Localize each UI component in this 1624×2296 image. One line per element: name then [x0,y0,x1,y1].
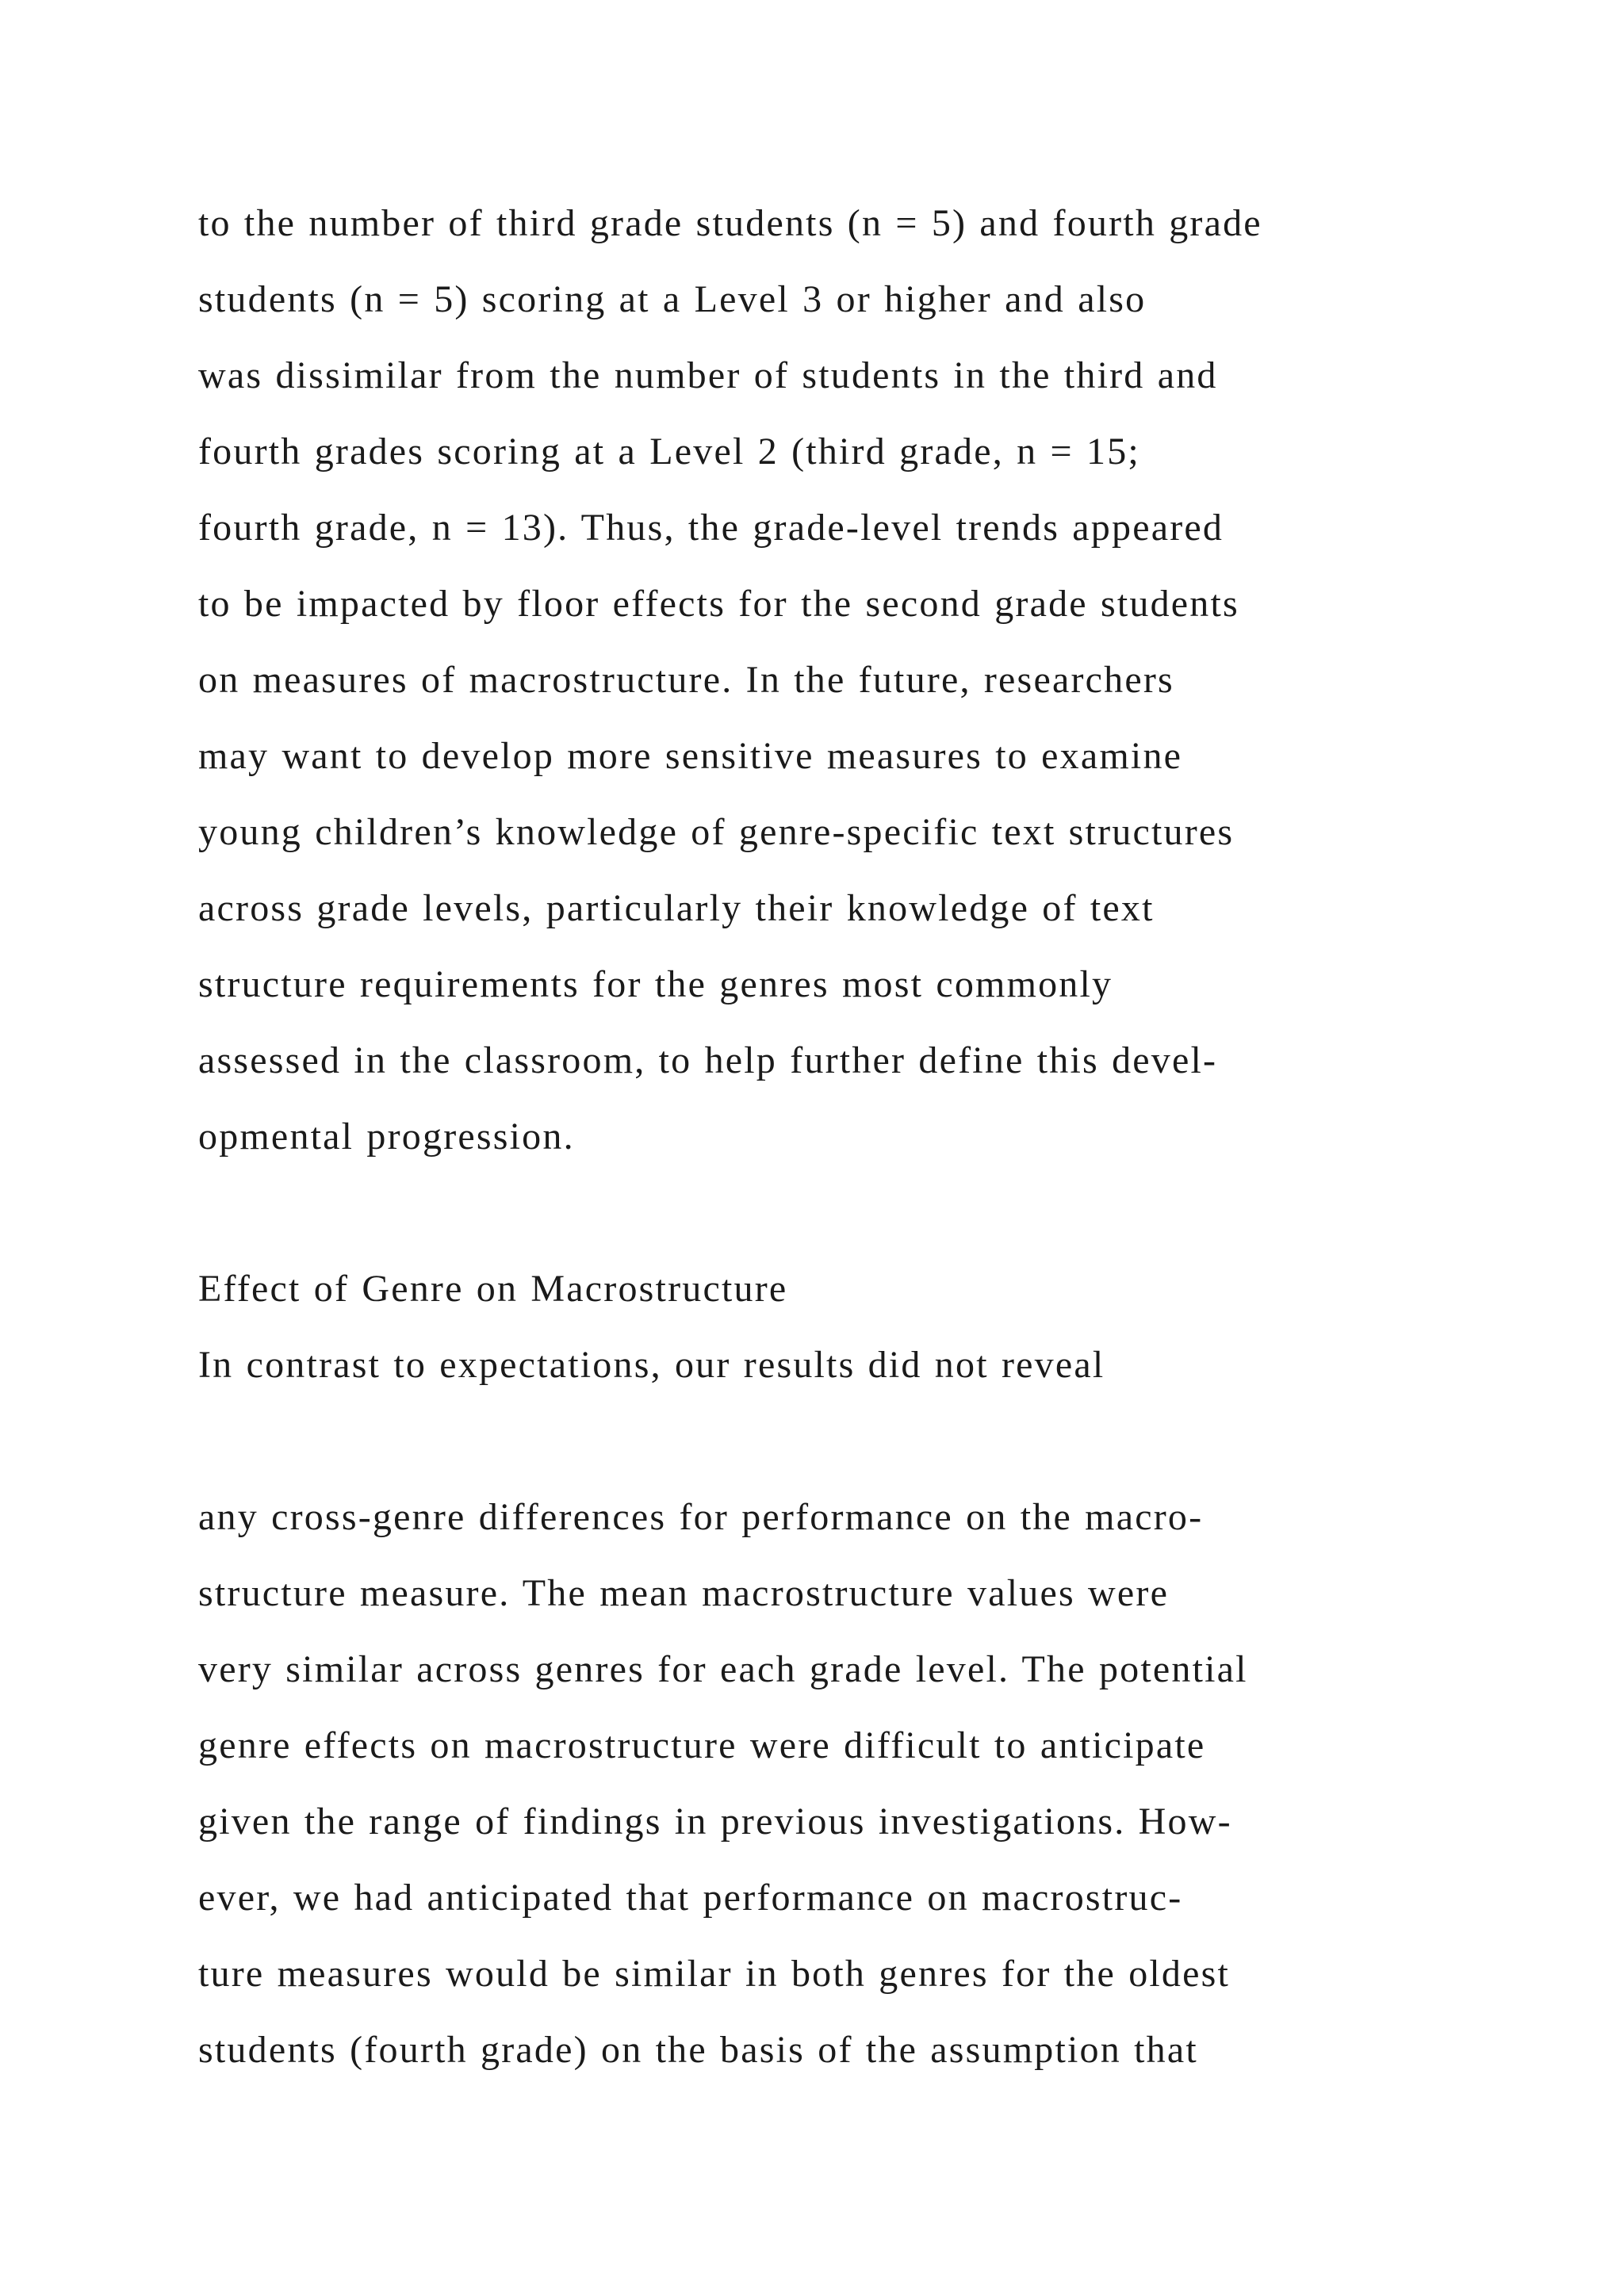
section [198,1251,1467,1403]
text-line: students (fourth grade) on the basis of the assumption that [198,2029,1198,2071]
text-line: very similar across genres for each grade level. The potential [198,1648,1248,1690]
text-line: fourth grades scoring at a Level 2 (third grade, n = 15; [198,430,1140,473]
text-line: students (n = 5) scoring at a Level 3 or higher and also [198,278,1147,320]
text-line: given the range of findings in previous investigations. How- [198,1800,1232,1843]
text-line: assessed in the classroom, to help further define this devel- [198,1039,1218,1081]
text-line: to the number of third grade students (n = 5) and fourth grade [198,202,1262,244]
text-line: ture measures would be similar in both genres for the oldest [198,1953,1231,1995]
text-line: on measures of macrostructure. In the future, researchers [198,659,1174,701]
text-line: may want to develop more sensitive measures to examine [198,735,1183,777]
section-heading: Effect of Genre on Macrostructure [198,1268,788,1310]
text-line: across grade levels, particularly their knowledge of text [198,887,1155,929]
paragraph-continued [198,186,1467,1175]
text-line: genre effects on macrostructure were difficult to anticipate [198,1724,1206,1766]
text-line: opmental progression. [198,1115,575,1158]
text-line: ever, we had anticipated that performance on macrostruc- [198,1877,1183,1919]
text-line: to be impacted by floor effects for the second grade students [198,583,1239,625]
text-line: structure requirements for the genres most commonly [198,963,1113,1005]
text-line: any cross-genre differences for performance on the macro- [198,1496,1204,1538]
text-line: was dissimilar from the number of students in the third and [198,354,1218,396]
text-line: In contrast to expectations, our results did not reveal [198,1344,1105,1386]
text-line: structure measure. The mean macrostructure values were [198,1572,1170,1614]
text-line: young children’s knowledge of genre-specific text structures [198,811,1235,853]
paragraph [198,1479,1467,2088]
text-line: fourth grade, n = 13). Thus, the grade-level trends appeared [198,507,1224,549]
